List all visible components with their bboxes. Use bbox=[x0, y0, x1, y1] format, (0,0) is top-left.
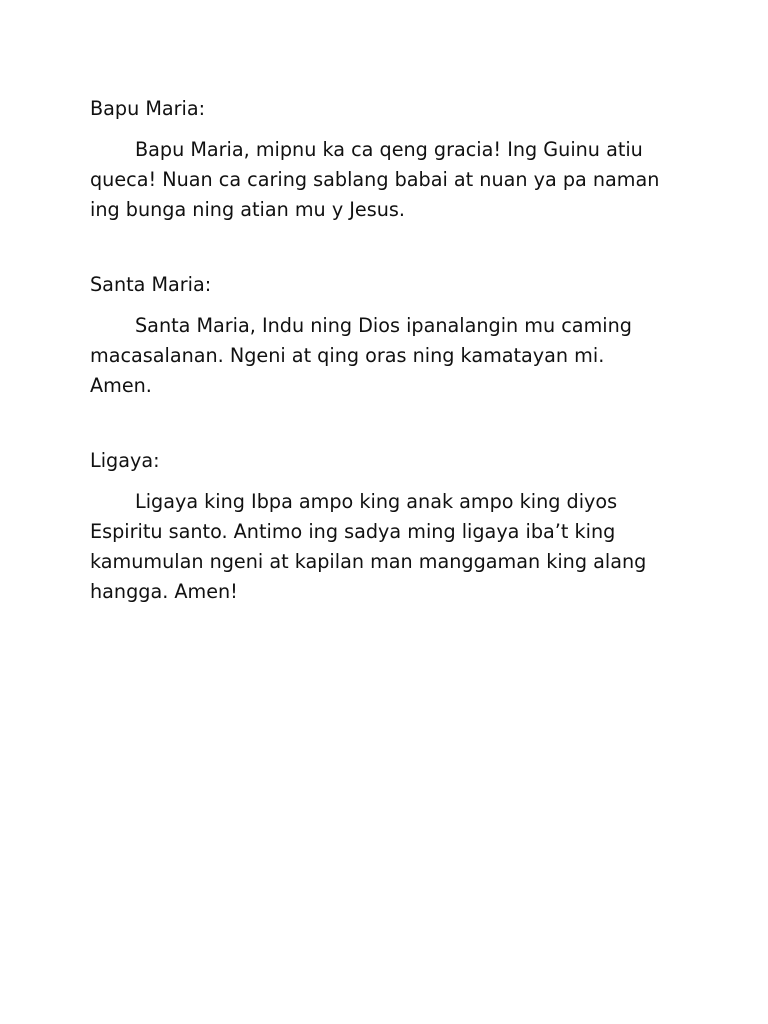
prayer-section-ligaya bbox=[90, 446, 690, 607]
section-paragraph: Bapu Maria, mipnu ka ca qeng gracia! Ing Guinu atiu queca! Nuan ca caring sablang babai at nuan ya pa naman ing bunga ning atian mu y Jesus. bbox=[90, 138, 660, 221]
prayer-section-santa-maria bbox=[90, 270, 690, 401]
section-heading: Santa Maria: bbox=[90, 273, 212, 296]
section-heading: Bapu Maria: bbox=[90, 97, 206, 120]
section-paragraph: Santa Maria, Indu ning Dios ipanalangin mu caming macasalanan. Ngeni at qing oras ning kamatayan mi. Amen. bbox=[90, 314, 632, 397]
section-heading: Ligaya: bbox=[90, 449, 160, 472]
prayer-section-bapu-maria bbox=[90, 94, 690, 225]
document-page bbox=[90, 94, 690, 607]
section-paragraph: Ligaya king Ibpa ampo king anak ampo king diyos Espiritu santo. Antimo ing sadya ming ligaya iba’t king kamumulan ngeni at kapilan man manggaman king alang hangga. Amen! bbox=[90, 490, 647, 603]
